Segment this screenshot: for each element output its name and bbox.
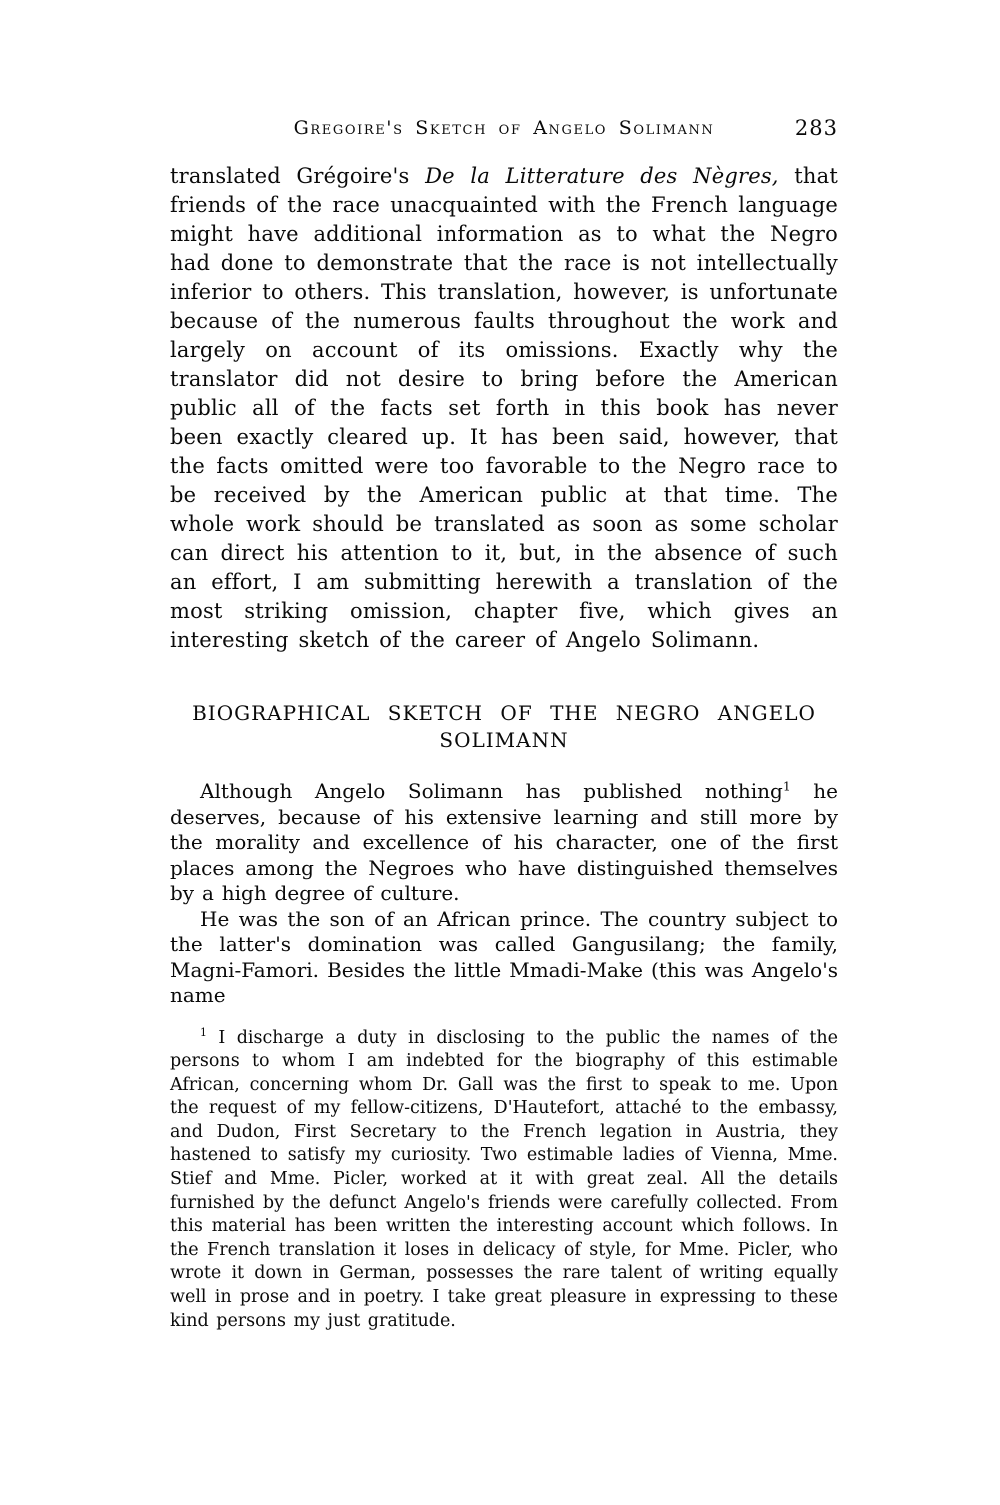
running-head (170, 116, 838, 140)
main-text (170, 162, 838, 1009)
paragraph-although-text-start: Although Angelo Solimann has published nothing (200, 779, 783, 803)
footnote-paragraph (170, 1027, 838, 1334)
section-heading-line-1: BIOGRAPHICAL SKETCH OF THE NEGRO ANGELO (192, 701, 816, 725)
section-heading (170, 700, 838, 754)
running-head-title: Gregoire's Sketch of Angelo Solimann (293, 117, 715, 139)
paragraph-he-was: He was the son of an African prince. The country subject to the latter's domination was called Gangusilang; the family, Magni-Famori. Besides the little Mmadi-Make (this was Angelo's name (170, 906, 838, 1007)
footnote-reference-marker: 1 (782, 778, 791, 794)
paragraph-lead-text-rest: that friends of the race unacquainted with the French language might have additional information as to what the Negro had done to demonstrate that the race is not intellectually inferior to others. This translation, however, is unfortunate because of the numerous faults throughout the work and largely on account of its omissions. Exactly why the translator did not desire to bring before the American public all of the facts set forth in this book has never been exactly cleared up. It has been said, however, that the facts omitted were too favorable to the Negro race to be received by the American public at that time. The whole work should be translated as soon as some scholar can direct his attention to it, but, in the absence of such an effort, I am submitting herewith a translation of the most striking omission, chapter five, which gives an interesting sketch of the career of Angelo Solimann. (170, 164, 838, 652)
footnote-block (170, 1027, 838, 1334)
section-heading-line-2: SOLIMANN (439, 728, 569, 752)
paragraph-although-text-rest: he deserves, because of his extensive learning and still more by the morality and excellence of his character, one of the first places among the Negroes who have distinguished themselves by a high degree of culture. (170, 779, 838, 905)
paragraph-although (170, 779, 838, 907)
page-number: 283 (794, 116, 838, 140)
footnote-marker: 1 (200, 1025, 207, 1039)
book-title-italic: De la Litterature des Nègres, (425, 164, 779, 188)
footnote-text: I discharge a duty in disclosing to the public the names of the persons to whom I am indebted for the biography of this estimable African, concerning whom Dr. Gall was the first to speak to me. Upon the request of my fellow-citizens, D'Hautefort, attaché to the embassy, and Dudon, First Secretary to the French legation in Austria, they hastened to satisfy my curiosity. Two estimable ladies of Vienna, Mme. Stief and Mme. Picler, worked at it with great zeal. All the details furnished by the defunct Angelo's friends were carefully collected. From this material has been written the interesting account which follows. In the French translation it loses in delicacy of style, for Mme. Picler, who wrote it down in German, possesses the rare talent of writing equally well in prose and in poetry. I take great pleasure in expressing to these kind persons my just gratitude. (170, 1027, 838, 1331)
text-column (170, 0, 838, 1333)
paragraph-lead (170, 162, 838, 655)
paragraph-lead-text-start: translated Grégoire's (170, 164, 426, 188)
